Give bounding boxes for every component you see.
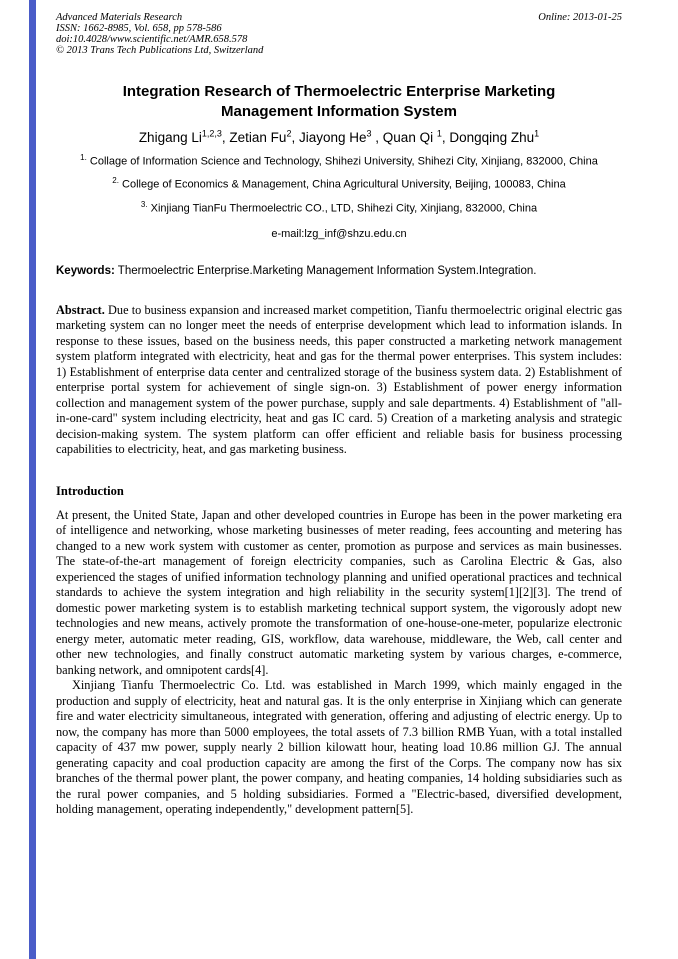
affiliation xyxy=(67,153,612,170)
keywords-label: Keywords: xyxy=(56,265,115,278)
doi-line: doi:10.4028/www.scientific.net/AMR.658.578 xyxy=(56,34,248,46)
affiliation-text: Xinjiang TianFu Thermoelectric CO., LTD, Shihezi City, Xinjiang, 832000, China xyxy=(150,202,538,215)
paper-title: Integration Research of Thermoelectric Enterprise Marketing Management Information System xyxy=(122,83,556,120)
journal-name: Advanced Materials Research xyxy=(56,12,183,23)
affiliation xyxy=(67,200,612,217)
abstract-label: Abstract. xyxy=(56,303,105,317)
keywords-text: Thermoelectric Enterprise.Marketing Management Information System.Integration. xyxy=(117,265,537,278)
author: Dongqing Zhu$^1$ xyxy=(449,128,540,145)
journal-header-left xyxy=(56,12,263,56)
section-heading-introduction: Introduction xyxy=(56,483,124,498)
copyright-line: © 2013 Trans Tech Publications Ltd, Switzerland xyxy=(56,45,264,57)
author: Zetian Fu$^2$, xyxy=(229,128,299,145)
abstract-paragraph xyxy=(56,303,622,458)
journal-header xyxy=(56,12,622,56)
body-paragraph: Xinjiang Tianfu Thermoelectric Co. Ltd. was established in March 1999, which mainly engaged in the production and supply of electricity, heat and natural gas. It is the only enterprise in Xinjiang which can generate fire and water electricity simultaneous, integrated with generation, offering and adjusting of electric energy. Up to now, the company has more than 5000 employees, the total assets of 7.3 billion RMB Yuan, with a total installed capacity of 437 mw power, supply nearly 2 billion kilowatt hour, heating load 10.86 million GJ. The annual generating capacity and coal production capacity are among the first of the Corps. The company now has six branches of the thermal power plant, the power company, and heating companies, 14 holding subsidiaries such as the rural power companies, and 5 holding subsidiaries. Formed a "Electric-based, diversified development, holding management, operating independently," development pattern[5]. xyxy=(56,678,622,817)
author: Quan Qi $^1$, xyxy=(382,128,450,145)
affiliation-number: 2. xyxy=(112,176,119,186)
affiliation-number: 3. xyxy=(140,199,148,209)
contact-email: e-mail:lzg_inf@shzu.edu.cn xyxy=(271,228,407,241)
affiliation xyxy=(67,176,612,193)
author: Zhigang Li$^{1,2,3}$, xyxy=(138,128,230,145)
author-affiliation-sup: 1 xyxy=(436,128,442,139)
author-affiliation-sup: 3 xyxy=(366,128,372,139)
affiliation-text: College of Economics & Management, China Agricultural University, Beijing, 100083, China xyxy=(122,178,566,191)
author-affiliation-sup: 1 xyxy=(534,128,540,139)
online-date: Online: 2013-01-25 xyxy=(538,12,622,23)
body-paragraph: At present, the United State, Japan and other developed countries in Europe has been in the power marketing era of intelligence and networking, whose marketing businesses of meter reading, fees accounting and metering has changed to a new work system with customer as center, promotion as purpose and services as main businesses. The state-of-the-art management of foreign electricity companies, such as Carolina Electric & Gas, also experienced the stages of unified information technology planning and unified operational practices and technical standards to achieve the system integration and high reliability in the security system[1][2][3]. The trend of domestic power marketing system is to establish marketing technical support system, the vigorously adopt new technologies and new means, actively promote the transformation of one-house-one-meter, popularize electronic energy meter, automatic meter reading, GIS, workflow, data warehouse, middleware, the Web, call center and other new technologies, and finally construct automatic marketing system by various charges, e-commerce, banking network, and omnipotent cards[4]. xyxy=(56,507,622,677)
author: Jiayong He$^3$ , xyxy=(298,128,383,145)
affiliations-block xyxy=(56,153,622,217)
author-affiliation-sup: 1,2,3 xyxy=(201,128,222,139)
keywords-line xyxy=(56,264,622,279)
affiliation-number: 1. xyxy=(80,152,87,162)
issn-volume-line: ISSN: 1662-8985, Vol. 658, pp 578-586 xyxy=(56,23,222,35)
author-affiliation-sup: 2 xyxy=(286,128,292,139)
affiliation-text: Collage of Information Science and Technology, Shihezi University, Shihezi City, Xinjiang, 832000, China xyxy=(89,155,598,168)
authors-line xyxy=(56,128,622,145)
abstract-text: Due to business expansion and increased market competition, Tianfu thermoelectric original electric gas marketing system can no longer meet the needs of enterprise development which lead to information islands. In response to these issues, based on the business needs, this paper constructed a marketing network management system platform integrated with electricity, heat and gas for the thermal power enterprises. This system includes: 1) Establishment of enterprise data center and centralized storage of the business system data. 2) Establishment of enterprise portal system for achievement of single sign-on. 3) Establishment of power energy information collection and management system of the power purchase, supply and sale departments. 4) Establishment of "all-in-one-card" system including electricity, heat and gas IC card. 5) Creation of a marketing analysis and strategic decision-making system. The system platform can offer efficient and reliable basis for business processing capabilities to electricity, heat, and gas marketing business. xyxy=(56,303,623,457)
